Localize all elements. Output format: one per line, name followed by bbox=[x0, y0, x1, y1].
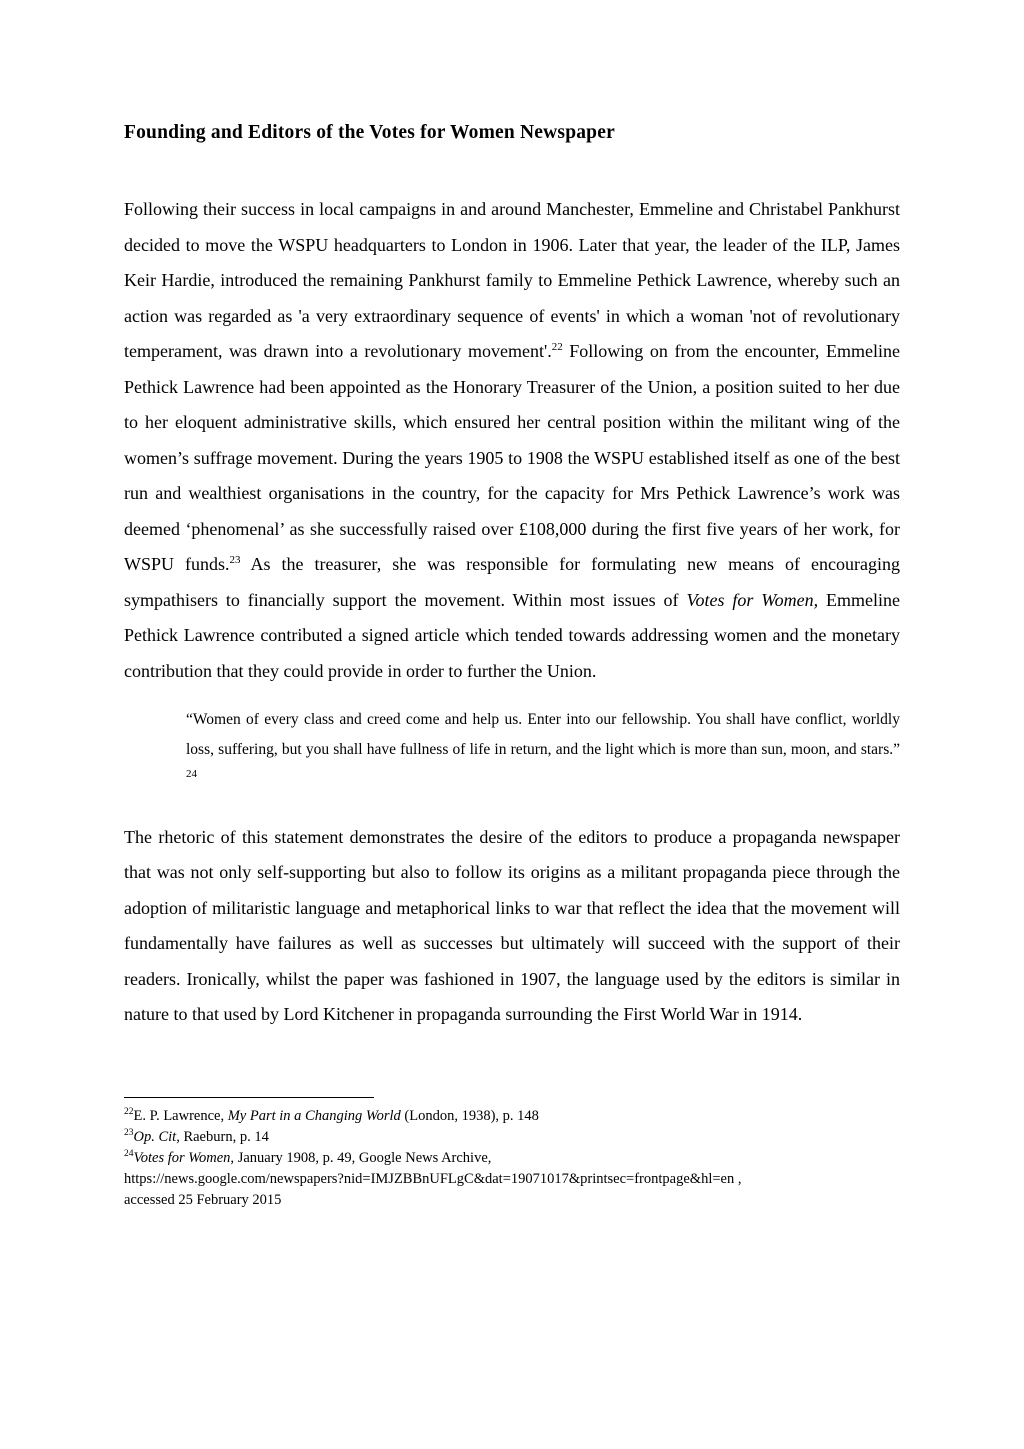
footnote-24-accessed: accessed 25 February 2015 bbox=[124, 1191, 282, 1208]
footnote-23-text: , Raeburn, p. 14 bbox=[176, 1128, 269, 1145]
footnote-23 bbox=[124, 1127, 900, 1148]
footnotes-section bbox=[124, 1097, 900, 1211]
footnote-22-text-post: (London, 1938), p. 148 bbox=[400, 1107, 539, 1124]
block-quote-text: “Women of every class and creed come and help us. Enter into our fellowship. You shall have conflict, worldly loss, suffering, but you shall have fullness of life in return, and the light which is more than sun, moon, and stars.” bbox=[186, 711, 900, 758]
footnote-separator bbox=[124, 1097, 374, 1098]
paragraph-1 bbox=[124, 192, 900, 689]
paragraph-1-segment-d: Emmeline Pethick Lawrence contributed a signed article which tended towards addressing women and the monetary contribution that they could provide in order to further the Union. bbox=[124, 589, 900, 681]
paragraph-2: The rhetoric of this statement demonstrates the desire of the editors to produce a propaganda newspaper that was not only self-supporting but also to follow its origins as a militant propaganda piece through the adoption of militaristic language and metaphorical links to war that reflect the idea that the movement will fundamentally have failures as well as successes but ultimately will succeed with the support of their readers. Ironically, whilst the paper was fashioned in 1907, the language used by the editors is similar in nature to that used by Lord Kitchener in propaganda surrounding the First World War in 1914. bbox=[124, 826, 900, 1024]
paragraph-1-segment-b: Following on from the encounter, Emmeline Pethick Lawrence had been appointed as the Honorary Treasurer of the Union, a position suited to her due to her eloquent administrative skills, which ensured her central position within the militant wing of the women’s suffrage movement. During the years 1905 to 1908 the WSPU established itself as one of the best run and wealthiest organisations in the country, for the capacity for Mrs Pethick Lawrence’s work was deemed ‘phenomenal’ as she successfully raised over £108,000 during the first five years of her work, for WSPU funds. bbox=[124, 341, 900, 574]
paragraph-1-italic-title: Votes for Women, bbox=[686, 589, 819, 610]
footnote-23-italic-title: Op. Cit bbox=[133, 1128, 177, 1145]
footnote-ref-24: 24 bbox=[186, 767, 197, 780]
footnote-22-number: 22 bbox=[124, 1106, 134, 1117]
footnote-ref-23: 23 bbox=[229, 554, 241, 566]
footnote-ref-22: 22 bbox=[551, 341, 563, 353]
footnote-22-text: E. P. Lawrence, bbox=[133, 1107, 228, 1124]
footnote-24 bbox=[124, 1148, 900, 1169]
footnote-24-number: 24 bbox=[124, 1148, 134, 1159]
footnote-24-italic-title: Votes for Women, bbox=[133, 1149, 235, 1166]
footnote-24-url: https://news.google.com/newspapers?nid=IMJZBBnUFLgC&dat=19071017&printsec=frontpage&hl=en , bbox=[124, 1170, 742, 1187]
paragraph-1-segment-c: As the treasurer, she was responsible for formulating new means of encouraging sympathisers to financially support the movement. Within most issues of bbox=[124, 554, 900, 610]
footnote-22 bbox=[124, 1106, 900, 1127]
block-quote bbox=[186, 705, 900, 794]
footnote-24-text: January 1908, p. 49, Google News Archive, bbox=[234, 1149, 492, 1166]
footnote-23-number: 23 bbox=[124, 1127, 134, 1138]
paragraph-1-segment-a: Following their success in local campaigns in and around Manchester, Emmeline and Christabel Pankhurst decided to move the WSPU headquarters to London in 1906. Later that year, the leader of the ILP, James Keir Hardie, introduced the remaining Pankhurst family to Emmeline Pethick Lawrence, whereby such an action was regarded as 'a very extraordinary sequence of events' in which a woman 'not of revolutionary temperament, was drawn into a revolutionary movement'. bbox=[124, 199, 900, 361]
footnote-22-italic-title: My Part in a Changing World bbox=[227, 1107, 401, 1124]
section-heading: Founding and Editors of the Votes for Women Newspaper bbox=[124, 122, 615, 143]
